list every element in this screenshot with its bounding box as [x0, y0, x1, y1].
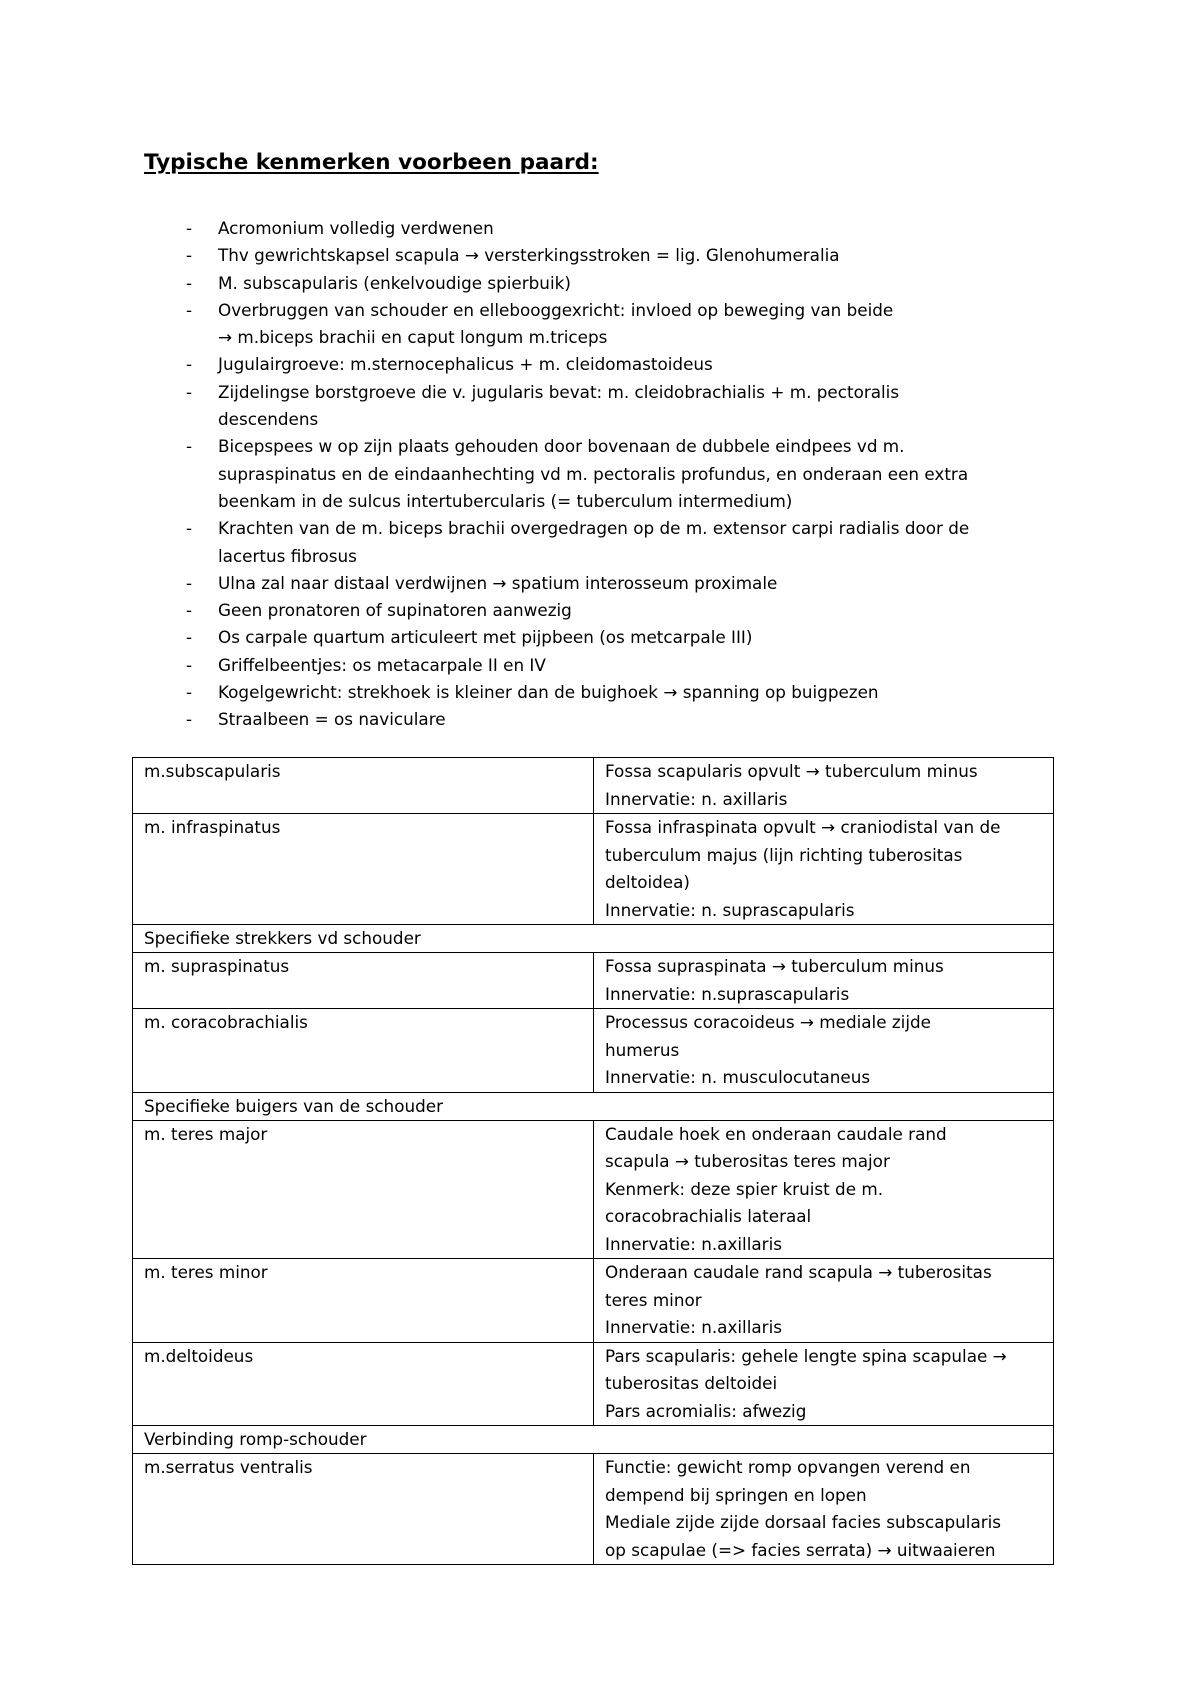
description-line: Fossa scapularis opvult → tuberculum minus [605, 761, 978, 781]
description-line: Innervatie: n. musculocutaneus [605, 1067, 871, 1087]
list-item [0, 433, 1200, 515]
muscle-name: m. teres major [133, 1120, 594, 1259]
section-label: Specifieke buigers van de schouder [133, 1092, 1054, 1120]
description-line: Pars scapularis: gehele lengte spina scapulae → [605, 1345, 1007, 1366]
muscle-description [594, 1009, 1054, 1093]
list-item [0, 215, 1200, 242]
list-item-text: Os carpale quartum articuleert met pijpbeen (os metcarpale III) [218, 627, 753, 648]
table-row [133, 1120, 1054, 1259]
table-section-row [133, 1426, 1054, 1454]
muscle-name: m.serratus ventralis [133, 1454, 594, 1565]
list-item [0, 379, 1200, 434]
description-line: deltoidea) [605, 872, 690, 892]
bullet-dash: - [186, 627, 193, 648]
section-label: Verbinding romp-schouder [133, 1426, 1054, 1454]
page-title: Typische kenmerken voorbeen paard: [144, 150, 599, 175]
description-line: teres minor [605, 1289, 702, 1310]
list-item-text: Zijdelingse borstgroeve die v. jugularis bevat: m. cleidobrachialis + m. pectoralis descendens [218, 381, 900, 430]
muscle-name: m. infraspinatus [133, 814, 594, 925]
description-line: Mediale zijde zijde dorsaal facies subscapularis [605, 1512, 1002, 1532]
description-line: humerus [605, 1039, 680, 1060]
bullet-dash: - [186, 682, 193, 703]
section-label: Specifieke strekkers vd schouder [133, 925, 1054, 953]
list-item-text: Overbruggen van schouder en ellebooggexricht: invloed op beweging van beide [218, 299, 894, 320]
muscle-name: m. coracobrachialis [133, 1009, 594, 1093]
bullet-dash: - [186, 299, 193, 320]
table-row [133, 758, 1054, 814]
description-line: Innervatie: n.suprascapularis [605, 983, 850, 1004]
list-item-text: Straalbeen = os naviculare [218, 709, 446, 730]
bullet-dash: - [186, 436, 193, 457]
bullet-dash: - [186, 572, 193, 593]
bullet-dash: - [186, 218, 193, 238]
bullet-dash: - [186, 600, 193, 621]
table-section-row [133, 1092, 1054, 1120]
bullet-dash: - [186, 518, 193, 539]
bullet-dash: - [186, 654, 193, 675]
list-item-text: Thv gewrichtskapsel scapula → versterkingsstroken = lig. Glenohumeralia [218, 245, 840, 266]
list-item [0, 706, 1200, 733]
muscle-description [594, 953, 1054, 1009]
list-item [0, 351, 1200, 378]
muscle-name: m. supraspinatus [133, 953, 594, 1009]
description-line: Innervatie: n. axillaris [605, 788, 788, 809]
bullet-dash: - [186, 709, 193, 730]
description-line: dempend bij springen en lopen [605, 1484, 867, 1505]
muscle-name: m. teres minor [133, 1259, 594, 1343]
table-row [133, 1454, 1054, 1565]
table-row [133, 1259, 1054, 1343]
bullet-dash: - [186, 245, 193, 266]
table-row [133, 953, 1054, 1009]
muscle-description [594, 1120, 1054, 1259]
list-item [0, 597, 1200, 624]
muscle-table [132, 757, 1054, 1565]
muscle-name: m.deltoideus [133, 1342, 594, 1426]
list-item [0, 570, 1200, 597]
list-item-text: beenkam in de sulcus intertubercularis (= tuberculum intermedium) [218, 490, 793, 511]
description-line: Innervatie: n.axillaris [605, 1233, 782, 1254]
list-item [0, 270, 1200, 297]
description-line: Fossa infraspinata opvult → craniodistal van de [605, 817, 1001, 837]
table-row [133, 814, 1054, 925]
feature-list [0, 215, 1200, 734]
bullet-dash: - [186, 354, 193, 375]
description-line: Caudale hoek en onderaan caudale rand [605, 1123, 947, 1144]
muscle-description [594, 1342, 1054, 1426]
list-item [0, 652, 1200, 679]
description-line: Kenmerk: deze spier kruist de m. [605, 1178, 884, 1199]
description-line: Onderaan caudale rand scapula → tuberositas [605, 1262, 992, 1282]
list-item-text: supraspinatus en de eindaanhechting vd m. pectoralis profundus, en onderaan een extra [218, 463, 969, 484]
list-item [0, 679, 1200, 706]
list-item-text: lacertus fibrosus [218, 545, 357, 566]
muscle-name: m.subscapularis [133, 758, 594, 814]
table-row [133, 1342, 1054, 1426]
description-line: Innervatie: n. suprascapularis [605, 899, 855, 920]
description-line: op scapulae (=> facies serrata) → uitwaaieren [605, 1539, 996, 1560]
muscle-description [594, 1259, 1054, 1343]
description-line: tuberculum majus (lijn richting tuberositas [605, 844, 963, 865]
table-row [133, 1009, 1054, 1093]
list-item-text: Bicepspees w op zijn plaats gehouden door bovenaan de dubbele eindpees vd m. [218, 436, 905, 457]
bullet-dash: - [186, 381, 193, 402]
muscle-description [594, 758, 1054, 814]
table-section-row [133, 925, 1054, 953]
list-item-text: Geen pronatoren of supinatoren aanwezig [218, 600, 572, 621]
description-line: coracobrachialis lateraal [605, 1206, 812, 1226]
list-item-text: Ulna zal naar distaal verdwijnen → spatium interosseum proximale [218, 572, 778, 593]
description-line: tuberositas deltoidei [605, 1373, 778, 1393]
list-item-text: Kogelgewricht: strekhoek is kleiner dan de buighoek → spanning op buigpezen [218, 682, 879, 703]
description-line: Functie: gewicht romp opvangen verend en [605, 1457, 971, 1477]
list-item-text: Acromonium volledig verdwenen [218, 218, 494, 238]
muscle-description [594, 814, 1054, 925]
muscle-description [594, 1454, 1054, 1565]
list-item-text: Krachten van de m. biceps brachii overgedragen op de m. extensor carpi radialis door de [218, 518, 970, 539]
description-line: Fossa supraspinata → tuberculum minus [605, 956, 944, 976]
description-line: scapula → tuberositas teres major [605, 1151, 890, 1171]
list-item-text: M. subscapularis (enkelvoudige spierbuik) [218, 272, 571, 293]
description-line: Innervatie: n.axillaris [605, 1317, 782, 1337]
list-item [0, 297, 1200, 352]
list-item-text: Jugulairgroeve: m.sternocephalicus + m. cleidomastoideus [218, 354, 713, 375]
description-line: Pars acromialis: afwezig [605, 1400, 807, 1421]
description-line: Processus coracoideus → mediale zijde [605, 1012, 931, 1032]
list-item [0, 624, 1200, 651]
list-item-text: Griffelbeentjes: os metacarpale II en IV [218, 654, 546, 675]
bullet-dash: - [186, 272, 193, 293]
list-item-text: → m.biceps brachii en caput longum m.triceps [218, 327, 608, 348]
list-item [0, 515, 1200, 570]
list-item [0, 242, 1200, 269]
